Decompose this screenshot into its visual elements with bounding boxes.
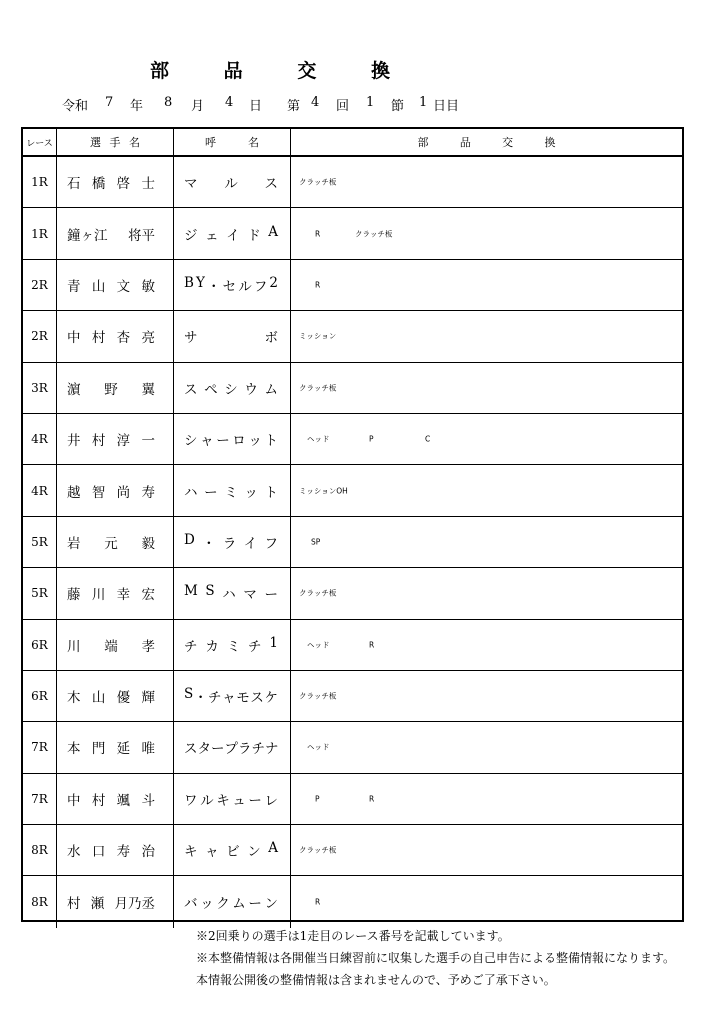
race-number: 8R [23,876,57,927]
boat-name [174,465,291,515]
table-row [23,774,682,825]
boat-name-char: キ [216,792,230,809]
replaced-part: ミッション [299,331,337,341]
racer-name-part: 青 [67,278,81,295]
header-parts [291,129,682,155]
boat-name-char: ー [248,896,262,913]
replaced-part: P [315,794,320,804]
racer-name [57,620,174,670]
boat-name-char: タ [197,741,211,758]
table-body [23,157,682,928]
boat-name-char: ・ [202,535,216,552]
boat-name-char: セ [222,278,237,295]
racer-name-part: 将平 [128,227,155,244]
racer-name-part: 敏 [141,278,155,295]
replaced-part: クラッチ板 [355,229,393,239]
boat-name-char: ー [211,741,225,758]
date-line [62,95,459,114]
boat-name [174,414,291,464]
title-char: 部 [150,60,170,82]
replaced-part: クラッチ板 [299,177,337,187]
boat-name [174,208,291,258]
boat-name-char: シ [224,381,238,398]
replaced-part: ヘッド [307,434,330,444]
boat-name [174,363,291,413]
boat-name-char: ビ [226,844,240,861]
racer-name-part: 治 [141,844,155,861]
parts-cell [291,620,682,670]
racer-name-part: 濵 [67,381,81,398]
table-header-row [23,129,682,157]
boat-name-char: S [184,686,194,703]
replaced-part: クラッチ板 [299,383,337,393]
racer-name-part: 山 [91,690,106,707]
boat-name-char: ト [264,433,278,450]
boat-name-char: S [205,583,215,600]
title-char: 品 [223,60,243,82]
boat-name-char: ス [184,741,198,758]
boat-name-char: バ [184,896,198,913]
header-name [57,129,174,155]
parts-cell [291,208,682,258]
boat-name-char: ー [216,433,230,450]
boat-name-char: ル [238,278,252,295]
parts-cell [291,363,682,413]
racer-name-part: 越 [67,484,81,501]
race-number: 7R [23,774,57,824]
racer-name-part: 村 [91,792,106,809]
parts-cell [291,517,682,567]
racer-name-part: 山 [91,278,106,295]
table-row [23,414,682,465]
table-row [23,363,682,414]
racer-name-part: 亮 [141,330,155,347]
parts-cell [291,311,682,361]
date-nichime: 1 [419,95,428,110]
racer-name-part: 寿 [116,844,131,861]
boat-name [174,774,291,824]
boat-name-char: ラ [238,741,252,758]
boat-name-char: チ [184,638,198,655]
racer-name [57,568,174,618]
racer-name-part: 颯 [116,792,131,809]
replaced-part: ミッションOH [299,486,348,496]
boat-name-char: ス [264,176,278,193]
race-number: 2R [23,311,57,361]
racer-name [57,311,174,361]
racer-name [57,722,174,772]
boat-name-char: ス [250,690,264,707]
boat-name-char: ッ [200,896,214,913]
boat-name-char: ペ [204,381,218,398]
boat-name-char: チ [248,638,262,655]
table-row [23,825,682,876]
racer-name-part: 中 [67,330,81,347]
note-line: ※2回乗りの選手は1走目のレース番号を記載しています。 [196,929,510,943]
note-line: ※本整備情報は各開催当日練習前に収集した選手の自己申告による整備情報になります。 [196,951,676,965]
table-row [23,157,682,208]
racer-name-part: 智 [91,484,106,501]
boat-name-char: レ [264,792,278,809]
race-number: 3R [23,363,57,413]
racer-name-part: 橋 [91,176,106,193]
boat-name [174,825,291,875]
race-number: 7R [23,722,57,772]
boat-name [174,311,291,361]
racer-name-part: 藤 [67,587,81,604]
racer-name-part: 優 [116,690,131,707]
parts-cell [291,671,682,721]
boat-name [174,722,291,772]
boat-name [174,620,291,670]
table-row [23,208,682,259]
boat-name [174,568,291,618]
racer-name-part: 一 [141,433,155,450]
date-session: 4 [311,95,320,110]
parts-cell [291,722,682,772]
boat-name-char: ン [264,896,278,913]
boat-name-char: マ [243,587,257,604]
racer-name-part: 岩 [67,535,81,552]
boat-name-char: ー [248,792,262,809]
race-number: 5R [23,517,57,567]
table-row [23,620,682,671]
racer-name-part: 幸 [116,587,131,604]
race-number: 1R [23,208,57,258]
racer-name-part: 延 [116,741,131,758]
boat-name-char: ケ [264,690,278,707]
date-session-unit: 回 [336,99,350,114]
boat-name-char: ロ [232,433,246,450]
boat-name [174,260,291,310]
boat-name-char: ル [224,176,238,193]
replaced-part: R [315,897,321,907]
racer-name-part: 文 [116,278,131,295]
boat-name-char: ス [184,381,198,398]
boat-name-char: 2 [269,274,278,291]
parts-cell [291,465,682,515]
boat-name [174,671,291,721]
boat-name-char: フ [253,278,268,295]
racer-name-part: 尚 [116,484,131,501]
header-name-char: 手 [109,136,121,149]
racer-name-part: 口 [91,844,106,861]
racer-name [57,414,174,464]
table-row [23,311,682,362]
boat-name-char: ワ [184,792,198,809]
boat-name-char: ム [264,381,278,398]
replaced-part: ヘッド [307,640,330,650]
boat-name-char: ュ [232,792,246,809]
boat-name-char: ム [232,896,246,913]
boat-name-char: ラ [222,535,237,552]
boat-name-char: A [268,223,278,240]
boat-name-char: ミ [224,484,238,501]
boat-name-char: シ [184,433,198,450]
racer-name-part: 士 [141,176,155,193]
boat-name-char: ャ [205,844,219,861]
boat-name-char: モ [236,690,250,707]
boat-name-char: ー [264,587,278,604]
boat-name-char: M [184,583,198,600]
replaced-part: クラッチ板 [299,691,337,701]
table-row [23,876,682,927]
race-number: 4R [23,465,57,515]
boat-name-char: ン [247,844,261,861]
racer-name-part: 川 [67,638,81,655]
table-row [23,465,682,516]
boat-name-char: ェ [205,227,219,244]
boat-name-char: カ [205,638,219,655]
table-row [23,722,682,773]
boat-name-char: ル [200,792,214,809]
boat-name-char: ナ [265,741,279,758]
replaced-part: ヘッド [307,742,330,752]
date-setsu-unit: 節 [391,99,405,114]
boat-name-char: D [184,531,195,548]
racer-name-part: 元 [104,535,118,552]
boat-name-char: イ [243,535,258,552]
boat-name-char: ハ [184,484,198,501]
date-era: 令和 [62,99,89,114]
date-setsu: 1 [366,95,375,110]
boat-name-char: ド [247,227,261,244]
page-title [150,56,390,83]
racer-name [57,465,174,515]
racer-name-part: 水 [67,844,81,861]
title-char: 換 [370,60,390,82]
racer-name-part: 啓 [116,176,131,193]
parts-cell [291,260,682,310]
replaced-part: クラッチ板 [299,588,337,598]
boat-name-char: イ [226,227,240,244]
boat-name-char: ト [264,484,278,501]
boat-name-char: B [184,274,194,291]
racer-name [57,876,174,927]
race-number: 4R [23,414,57,464]
header-boat [174,129,291,155]
parts-table [21,127,684,922]
racer-name [57,260,174,310]
replaced-part: P [369,434,374,444]
date-month: 8 [164,95,173,110]
note-line: 本情報公開後の整備情報は含まれませんので、予めご了承下さい。 [196,973,556,987]
boat-name-char: キ [184,844,198,861]
boat-name-char: チ [251,741,265,758]
racer-name-part: 瀬 [90,896,105,913]
racer-name-part: 輝 [141,690,155,707]
header-parts-char: 部 [417,136,429,149]
boat-name-char: ・ [207,278,221,295]
racer-name [57,517,174,567]
header-parts-char: 換 [544,136,556,149]
boat-name-char: ャ [200,433,214,450]
boat-name [174,517,291,567]
parts-cell [291,157,682,207]
boat-name-char: ャ [222,690,236,707]
racer-name [57,363,174,413]
boat-name [174,876,291,927]
race-number: 8R [23,825,57,875]
racer-name-part: 斗 [141,792,155,809]
racer-name-part: 門 [91,741,106,758]
boat-name-char: A [268,840,278,857]
header-name-char: 選 [90,136,101,149]
header-parts-char: 品 [459,136,471,149]
race-number: 6R [23,671,57,721]
table-row [23,671,682,722]
replaced-part: R [315,229,321,239]
boat-name-char: ジ [184,227,198,244]
boat-name-char: ッ [248,433,262,450]
header-boat-char: 呼 [205,136,216,149]
racer-name-part: 川 [91,587,106,604]
date-nichime-unit: 日目 [433,99,460,114]
racer-name-part: 鐘ヶ江 [67,227,108,244]
racer-name-part: 孝 [141,638,155,655]
racer-name [57,774,174,824]
date-month-unit: 月 [191,99,205,114]
title-char: 交 [297,60,317,82]
racer-name-part: 本 [67,741,81,758]
boat-name-char: ・ [193,690,208,707]
boat-name-char: ボ [264,330,278,347]
replaced-part: R [369,794,375,804]
boat-name [174,157,291,207]
parts-cell [291,876,682,927]
replaced-part: クラッチ板 [299,845,337,855]
replaced-part: C [425,434,431,444]
racer-name [57,671,174,721]
table-row [23,260,682,311]
header-parts-char: 交 [502,136,514,149]
racer-name-part: 村 [91,433,106,450]
table-row [23,568,682,619]
replaced-part: R [315,280,321,290]
date-day-unit: 日 [249,99,263,114]
racer-name-part: 翼 [141,381,155,398]
boat-name-char: ッ [244,484,258,501]
date-year: 7 [105,95,114,110]
date-year-unit: 年 [130,99,144,114]
boat-name-char: マ [184,176,198,193]
replaced-part: R [369,640,375,650]
racer-name-part: 野 [104,381,118,398]
parts-cell [291,414,682,464]
race-number: 2R [23,260,57,310]
racer-name [57,825,174,875]
boat-name-char: サ [184,330,198,347]
racer-name-part: 宏 [141,587,155,604]
racer-name-part: 中 [67,792,81,809]
table-row [23,517,682,568]
header-name-char: 名 [129,136,140,149]
parts-cell [291,774,682,824]
racer-name-part: 端 [104,638,118,655]
racer-name-part: 杏 [116,330,131,347]
replaced-part: SP [311,537,321,547]
race-number: 1R [23,157,57,207]
racer-name [57,157,174,207]
race-number: 5R [23,568,57,618]
parts-cell [291,568,682,618]
header-boat-char: 名 [248,136,259,149]
racer-name-part: 村 [91,330,106,347]
racer-name [57,208,174,258]
racer-name-part: 月乃丞 [114,896,155,913]
boat-name-char: フ [264,535,278,552]
racer-name-part: 毅 [141,535,155,552]
parts-cell [291,825,682,875]
racer-name-part: 淳 [116,433,131,450]
boat-name-char: 1 [269,634,278,651]
date-day: 4 [225,95,234,110]
racer-name-part: 井 [67,433,81,450]
racer-name-part: 唯 [141,741,155,758]
boat-name-char: チ [208,690,222,707]
racer-name-part: 石 [67,176,81,193]
racer-name-part: 寿 [141,484,155,501]
racer-name-part: 村 [67,896,81,913]
boat-name-char: ク [216,896,230,913]
race-number: 6R [23,620,57,670]
racer-name-part: 木 [67,690,81,707]
notes [196,925,675,991]
boat-name-char: Y [196,274,205,291]
boat-name-char: ミ [226,638,241,655]
boat-name-char: プ [224,741,238,758]
header-race: レース [23,129,57,155]
date-session-prefix: 第 [287,99,301,114]
boat-name-char: ー [204,484,218,501]
boat-name-char: ハ [222,587,236,604]
boat-name-char: ウ [244,381,258,398]
